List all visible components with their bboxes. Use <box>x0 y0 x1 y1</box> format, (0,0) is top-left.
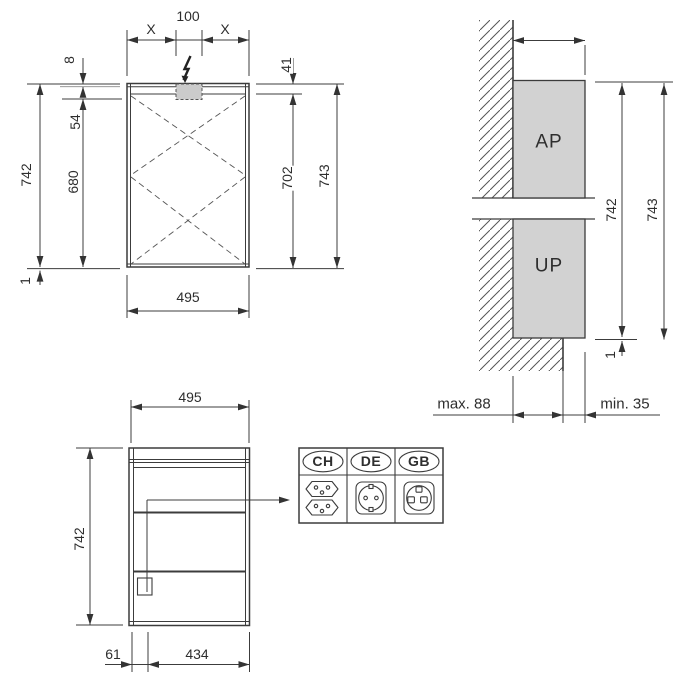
front-dim-center-zone: 100 <box>176 8 200 24</box>
interior-dim-socket-offset: 61 <box>105 646 121 662</box>
side-dim-height: 742 <box>603 198 619 222</box>
front-dim-door-height: 702 <box>279 166 295 190</box>
side-view <box>433 20 673 423</box>
front-dim-total-height: 742 <box>18 163 34 187</box>
socket-variant-gb: GB <box>408 453 430 469</box>
surface-mount-label: AP <box>535 131 563 153</box>
front-dim-x-left: X <box>146 21 156 37</box>
interior-view <box>76 400 290 672</box>
front-dim-supply-zone: 54 <box>67 114 83 130</box>
front-dim-total-height-right: 743 <box>316 164 332 188</box>
side-dim-protrude-min: min. 35 <box>600 395 650 413</box>
interior-dim-width: 495 <box>178 389 202 405</box>
front-dim-bottom-offset: 1 <box>17 277 33 285</box>
front-dim-top-lip: 8 <box>61 56 77 64</box>
side-dim-recess-max: max. 88 <box>437 395 491 413</box>
wall-hatch-upper <box>479 20 513 198</box>
side-dim-height-total: 743 <box>644 198 660 222</box>
flush-mount-label: UP <box>534 255 564 277</box>
side-dim-bottom-offset: 1 <box>602 351 618 359</box>
break-lines <box>472 198 595 219</box>
power-supply-zone <box>176 84 202 100</box>
front-dim-x-right: X <box>220 21 230 37</box>
interior-dim-height: 742 <box>71 527 87 551</box>
electrical-connection-icon <box>182 56 191 83</box>
socket-variant-de: DE <box>360 453 382 469</box>
front-dim-interior: 680 <box>65 170 81 194</box>
socket-variant-ch: CH <box>312 453 334 469</box>
interior-dim-socket-span: 434 <box>185 646 209 662</box>
flush-mount-box <box>513 219 585 338</box>
cabinet-outline <box>127 84 249 268</box>
front-dim-top-band: 41 <box>278 57 294 73</box>
front-dim-width: 495 <box>176 289 200 305</box>
